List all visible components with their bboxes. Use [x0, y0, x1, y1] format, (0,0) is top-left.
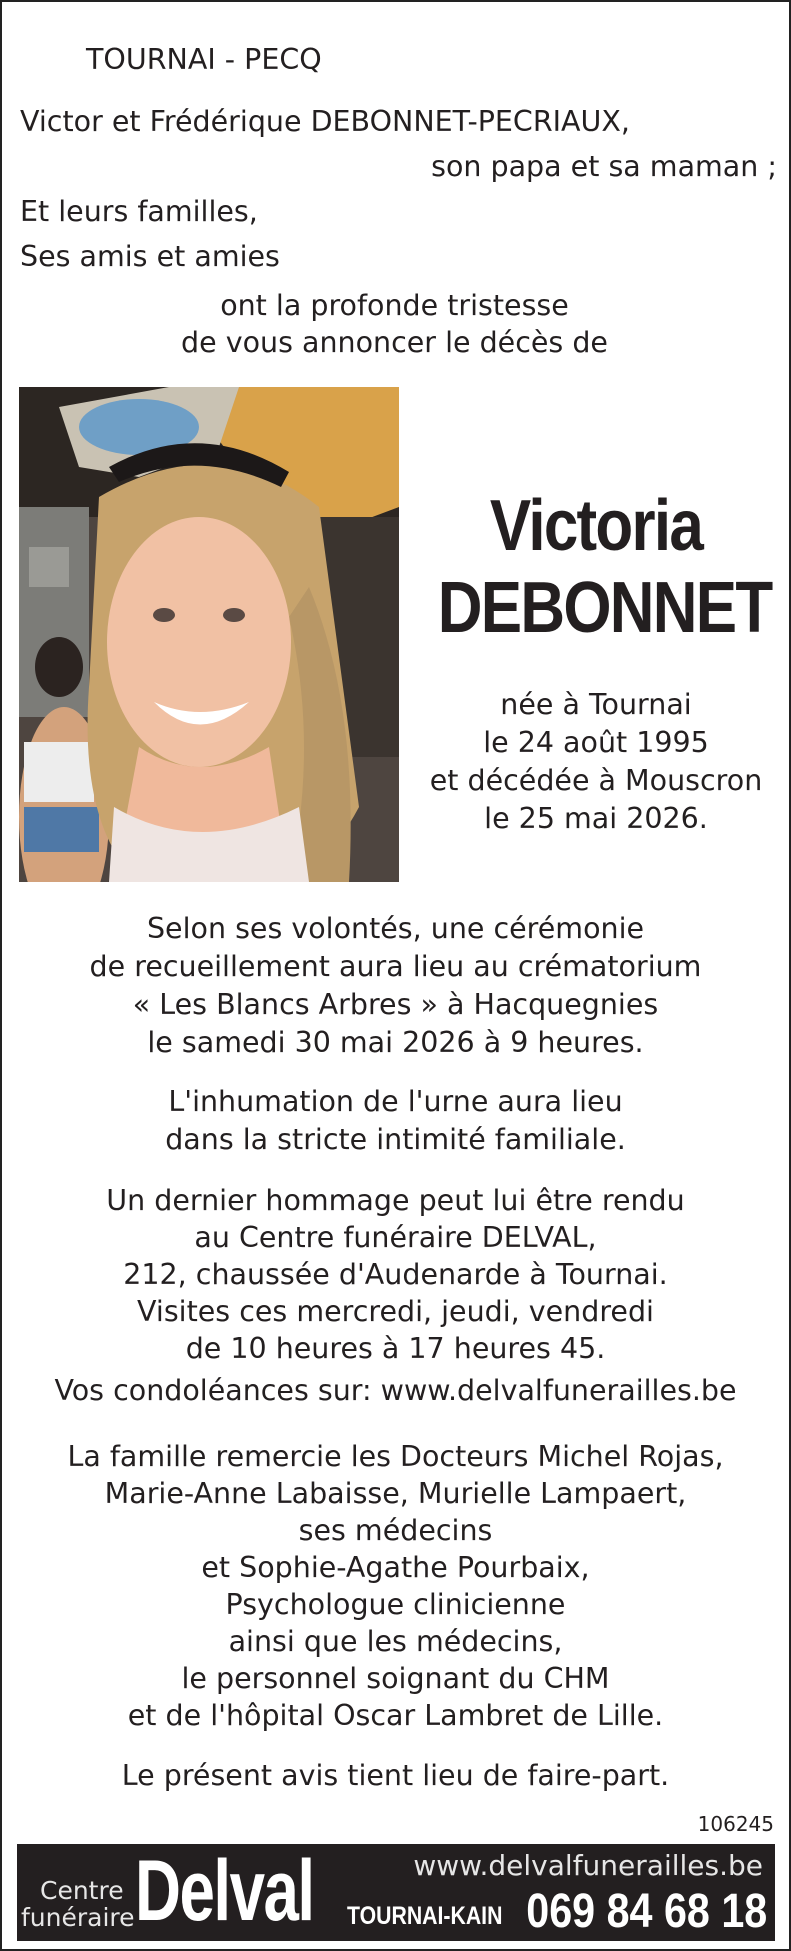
tribute-line: Un dernier hommage peut lui être rendu — [106, 1184, 685, 1217]
thanks-line: La famille remercie les Docteurs Michel Rojas, — [67, 1440, 724, 1473]
deceased-first-name: Victoria — [489, 486, 703, 566]
detail-line: et décédée à Mouscron — [429, 764, 763, 797]
detail-line: le 25 mai 2026. — [484, 802, 708, 835]
portrait-photo-image — [19, 387, 399, 882]
thanks-line: et Sophie-Agathe Pourbaix, — [201, 1551, 590, 1584]
parents-names: Victor et Frédérique DEBONNET-PECRIAUX, — [20, 105, 630, 138]
centre-label: Centre — [40, 1876, 124, 1905]
ceremony-line: le samedi 30 mai 2026 à 9 heures. — [147, 1026, 644, 1059]
burial-line: dans la stricte intimité familiale. — [165, 1123, 626, 1156]
tribute-line: Visites ces mercredi, jeudi, vendredi — [137, 1295, 654, 1328]
announce-text — [2, 287, 787, 361]
detail-line: le 24 août 1995 — [483, 726, 709, 759]
thanks-line: le personnel soignant du CHM — [181, 1662, 610, 1695]
thanks-line: et de l'hôpital Oscar Lambret de Lille. — [127, 1699, 664, 1732]
portrait-photo — [19, 387, 399, 882]
detail-line: née à Tournai — [500, 688, 692, 721]
tribute-line: 212, chaussée d'Audenarde à Tournai. — [123, 1258, 668, 1291]
tribute-line: au Centre funéraire DELVAL, — [194, 1221, 597, 1254]
ceremony-text — [2, 910, 789, 1062]
ceremony-line: Selon ses volontés, une cérémonie — [146, 912, 645, 945]
website-link[interactable]: www.delvalfunerailles.be — [413, 1849, 763, 1882]
brand-logo: Delval — [135, 1843, 314, 1939]
announce-line: de vous annoncer le décès de — [181, 326, 608, 359]
city-label: TOURNAI-KAIN — [347, 1902, 503, 1930]
ceremony-line: de recueillement aura lieu au crématorium — [89, 950, 702, 983]
burial-line: L'inhumation de l'urne aura lieu — [168, 1085, 623, 1118]
thanks-line: ses médecins — [298, 1514, 493, 1547]
deceased-details — [412, 686, 780, 838]
funeraire-label: funéraire — [21, 1903, 135, 1932]
notice-line: Le présent avis tient lieu de faire-part. — [121, 1759, 670, 1792]
families-line: Et leurs familles, — [20, 195, 258, 228]
parents-role: son papa et sa maman ; — [431, 150, 777, 183]
reference-number: 106245 — [697, 1812, 774, 1836]
thanks-line: Marie-Anne Labaisse, Murielle Lampaert, — [104, 1477, 687, 1510]
phone-number[interactable]: 069 84 68 18 — [525, 1885, 767, 1938]
friends-line: Ses amis et amies — [20, 240, 280, 273]
ceremony-line: « Les Blancs Arbres » à Hacquegnies — [132, 988, 659, 1021]
deceased-last-name: DEBONNET — [437, 568, 772, 648]
tribute-line: de 10 heures à 17 heures 45. — [185, 1332, 606, 1365]
thanks-line: ainsi que les médecins, — [228, 1625, 563, 1658]
condolences-line: Vos condoléances sur: www.delvalfunerailles.be — [54, 1374, 737, 1407]
thanks-line: Psychologue clinicienne — [225, 1588, 566, 1621]
announce-line: ont la profonde tristesse — [220, 289, 569, 322]
location-header: TOURNAI - PECQ — [86, 43, 322, 76]
burial-text — [2, 1083, 789, 1159]
thanks-text — [2, 1438, 789, 1734]
tribute-text — [2, 1182, 789, 1367]
funeral-home-banner — [17, 1844, 775, 1941]
